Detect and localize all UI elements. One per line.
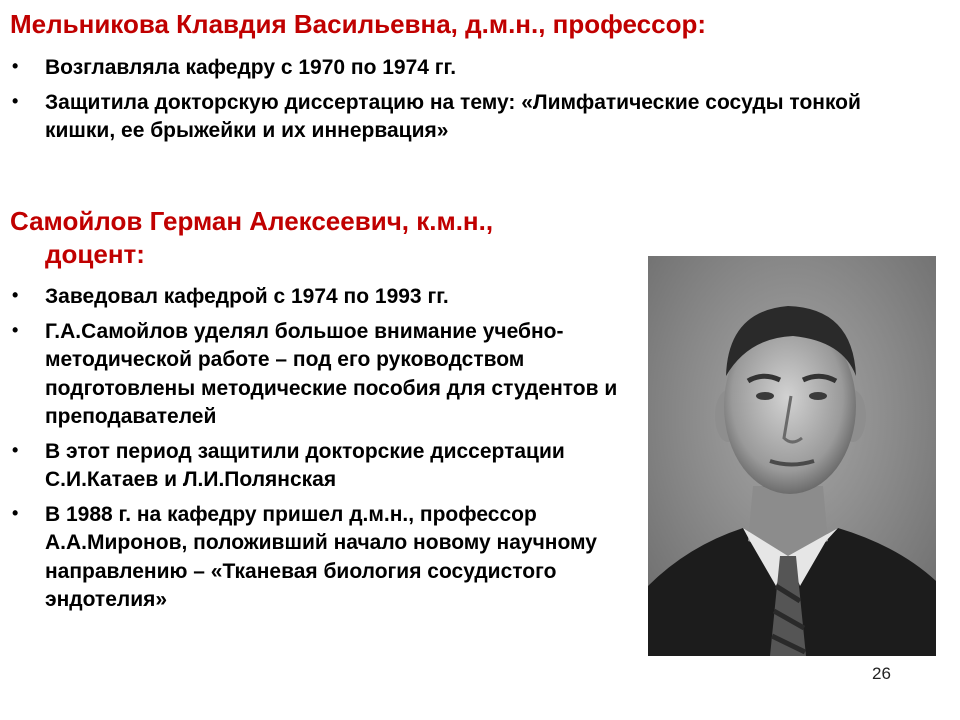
list-item xyxy=(10,438,630,495)
bullet-text: В этот период защитили докторские диссертации С.И.Катаев и Л.И.Полянская xyxy=(45,439,565,492)
bullet-list-samoilov xyxy=(10,283,630,621)
bullet-icon: • xyxy=(12,439,19,460)
bullet-text: Г.А.Самойлов уделял большое внимание учебно-методической работе – под его руководством подготовлены методические пособия для студентов и преподавателей xyxy=(45,319,618,429)
heading-line: Самойлов Герман Алексеевич, к.м.н., xyxy=(10,206,494,236)
heading-melnikova: Мельникова Клавдия Васильевна, д.м.н., профессор: xyxy=(10,9,707,39)
bullet-list-melnikova xyxy=(10,54,910,152)
bullet-icon: • xyxy=(12,90,19,111)
bullet-icon: • xyxy=(12,319,19,340)
bullet-text: Заведовал кафедрой с 1974 по 1993 гг. xyxy=(45,285,449,308)
bullet-icon: • xyxy=(12,285,19,305)
portrait-illustration xyxy=(648,256,936,656)
bullet-text: Защитила докторскую диссертацию на тему: «Лимфатические сосуды тонкой кишки, ее брыжейки и их иннервация» xyxy=(45,90,861,143)
list-item xyxy=(10,89,910,146)
bullet-text: Возглавляла кафедру с 1970 по 1974 гг. xyxy=(45,56,457,79)
heading-samoilov xyxy=(10,205,630,270)
page-number: 26 xyxy=(872,664,891,683)
bullet-text: В 1988 г. на кафедру пришел д.м.н., профессор А.А.Миронов, положивший начало новому научному направлению – «Тканевая биология сосудистого эндотелия» xyxy=(45,502,597,612)
bullet-icon: • xyxy=(12,502,19,523)
list-item xyxy=(10,501,630,615)
list-item xyxy=(10,318,630,432)
bullet-icon: • xyxy=(12,56,19,76)
list-item xyxy=(10,54,910,83)
list-item xyxy=(10,283,630,312)
portrait-photo xyxy=(648,256,936,656)
heading-line: доцент: xyxy=(45,238,145,269)
